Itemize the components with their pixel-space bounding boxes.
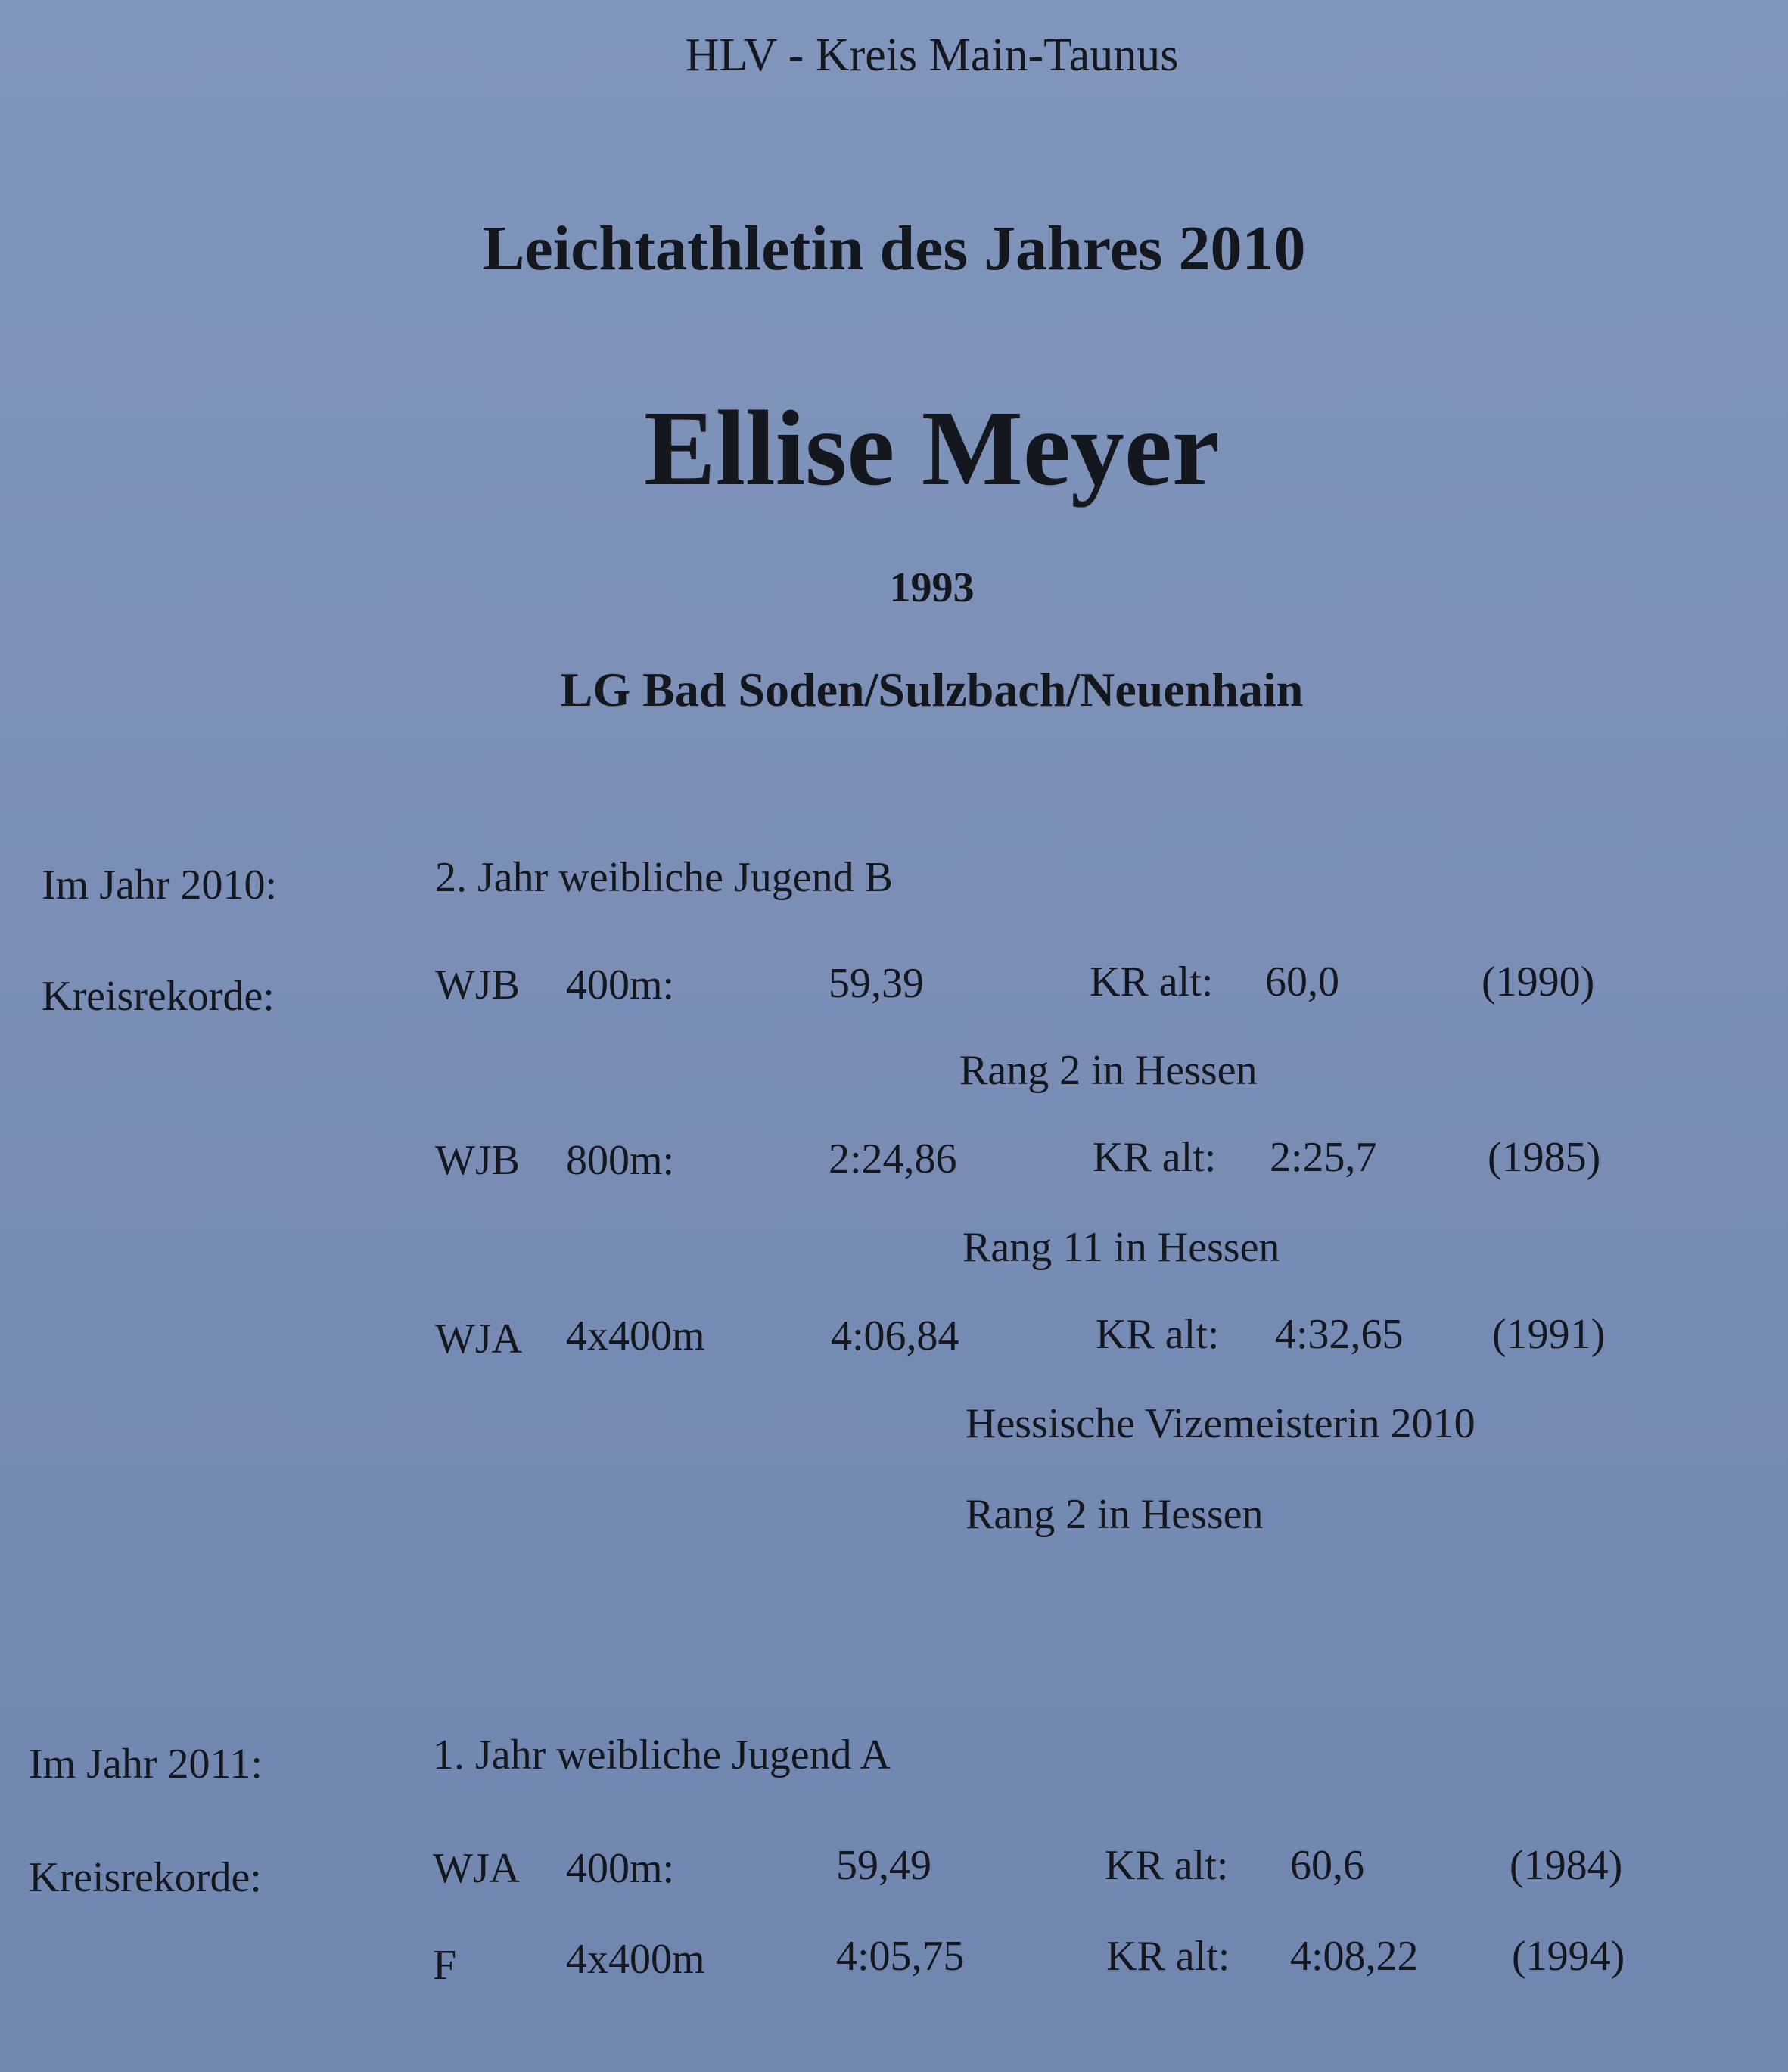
records-label: Kreisrekorde: — [29, 1854, 262, 1901]
birth-year: 1993 — [889, 564, 975, 611]
record-result: 2:24,86 — [829, 1135, 957, 1182]
old-record-label: KR alt: — [1106, 1933, 1230, 1980]
championship-note: Hessische Vizemeisterin 2010 — [966, 1400, 1475, 1447]
old-record-value: 2:25,7 — [1270, 1134, 1377, 1181]
records-label: Kreisrekorde: — [42, 973, 275, 1020]
category-label: 1. Jahr weibliche Jugend A — [433, 1732, 891, 1778]
record-result: 59,39 — [829, 960, 924, 1007]
old-record-label: KR alt: — [1093, 1134, 1217, 1181]
ranking-note: Rang 11 in Hessen — [962, 1224, 1280, 1271]
old-record-label: KR alt: — [1096, 1311, 1220, 1358]
old-record-year: (1991) — [1492, 1311, 1606, 1358]
old-record-year: (1985) — [1488, 1134, 1601, 1181]
record-class: WJA — [435, 1316, 523, 1362]
ranking-note: Rang 2 in Hessen — [966, 1491, 1264, 1538]
record-result: 4:06,84 — [831, 1312, 959, 1359]
old-record-year: (1994) — [1512, 1933, 1625, 1980]
category-label: 2. Jahr weibliche Jugend B — [435, 854, 893, 901]
record-class: F — [433, 1942, 457, 1989]
year-label: Im Jahr 2010: — [42, 862, 278, 909]
old-record-year: (1984) — [1510, 1842, 1623, 1889]
year-label: Im Jahr 2011: — [29, 1741, 263, 1788]
old-record-value: 4:32,65 — [1275, 1311, 1404, 1358]
record-event: 800m: — [566, 1137, 675, 1184]
athlete-name: Ellise Meyer — [644, 388, 1220, 508]
old-record-label: KR alt: — [1105, 1842, 1229, 1889]
club-name: LG Bad Soden/Sulzbach/Neuenhain — [560, 663, 1304, 716]
old-record-value: 60,6 — [1290, 1842, 1364, 1889]
record-class: WJB — [435, 1137, 520, 1184]
old-record-value: 60,0 — [1265, 958, 1339, 1005]
old-record-value: 4:08,22 — [1290, 1933, 1419, 1980]
ranking-note: Rang 2 in Hessen — [959, 1047, 1258, 1094]
old-record-year: (1990) — [1482, 958, 1595, 1005]
record-event: 4x400m — [566, 1936, 705, 1983]
record-event: 400m: — [566, 961, 675, 1008]
record-result: 59,49 — [836, 1842, 931, 1889]
record-event: 4x400m — [566, 1312, 705, 1359]
record-event: 400m: — [566, 1845, 675, 1892]
record-result: 4:05,75 — [836, 1933, 965, 1980]
organization-name: HLV - Kreis Main-Taunus — [685, 30, 1179, 81]
old-record-label: KR alt: — [1090, 958, 1214, 1005]
record-class: WJA — [433, 1845, 521, 1892]
award-headline: Leichtathletin des Jahres 2010 — [482, 213, 1306, 284]
record-class: WJB — [435, 961, 520, 1008]
